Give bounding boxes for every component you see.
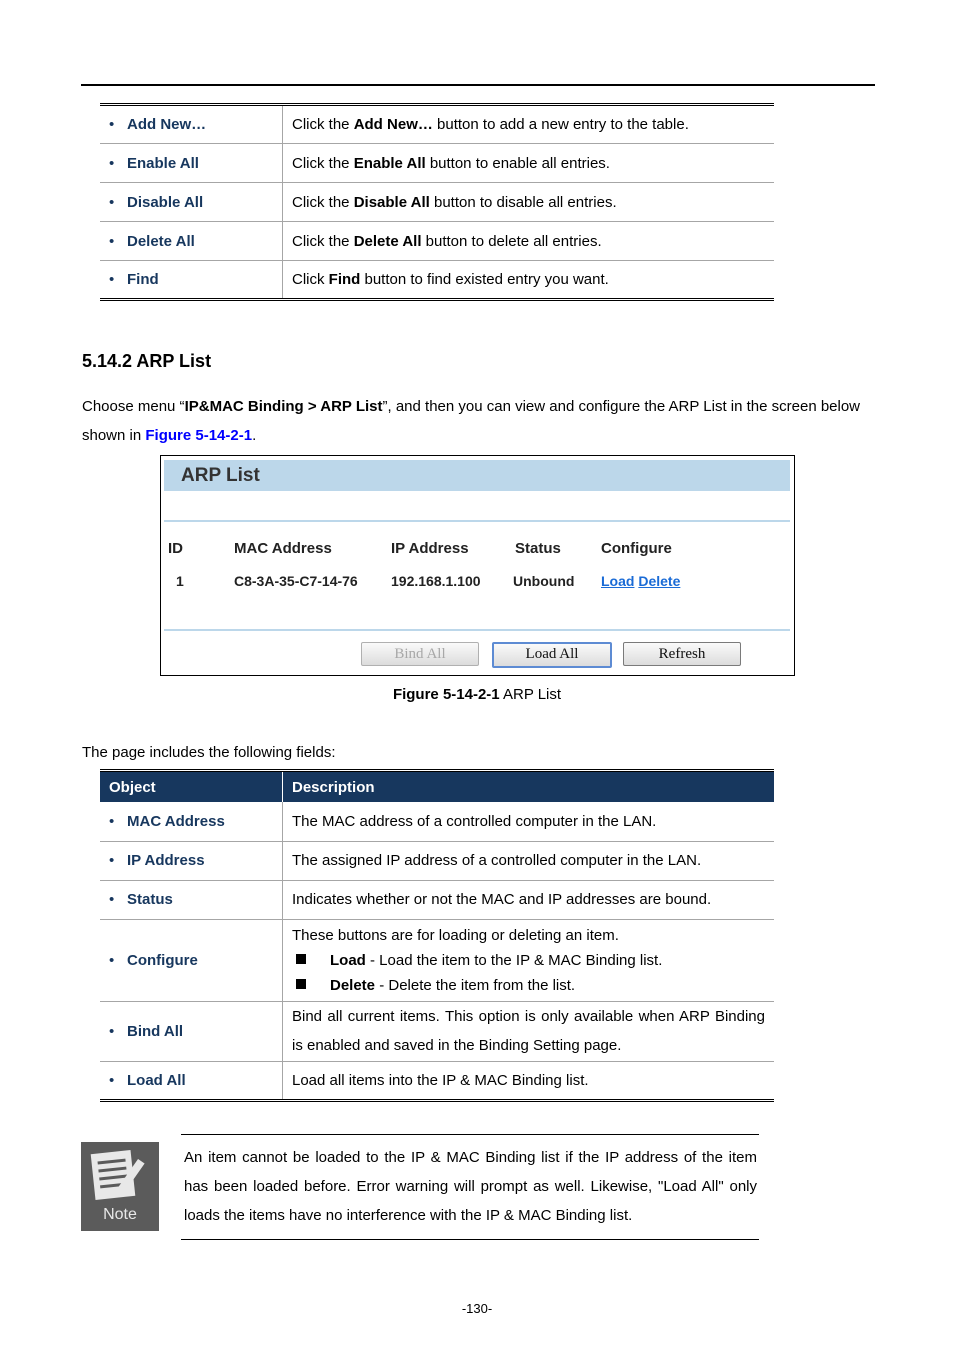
bind-all-button[interactable]: Bind All bbox=[361, 642, 479, 666]
table-header-row bbox=[100, 771, 774, 803]
header-description: Description bbox=[283, 771, 775, 803]
row-ip: 192.168.1.100 bbox=[391, 573, 481, 589]
object-label: Disable All bbox=[127, 193, 204, 211]
object-label: Add New… bbox=[127, 116, 207, 133]
figure-caption: Figure 5-14-2-1 ARP List bbox=[392, 686, 562, 703]
table-row: • Delete All Click the Delete All button to delete all entries. bbox=[100, 222, 774, 261]
description: Load all items into the IP & MAC Binding list. bbox=[292, 1071, 589, 1089]
intro-paragraph: Choose menu “IP&MAC Binding > ARP List”, and then you can view and configure the ARP List in the screen below shown in Figure 5-14-2-1. bbox=[82, 398, 861, 444]
object-label: Load All bbox=[127, 1071, 186, 1089]
divider bbox=[164, 520, 790, 522]
sub-item: Delete - Delete the item from the list. bbox=[292, 973, 765, 998]
row-status: Unbound bbox=[513, 573, 575, 589]
panel-title-bar bbox=[164, 460, 790, 491]
header-rule bbox=[81, 84, 875, 86]
description: The assigned IP address of a controlled computer in the LAN. bbox=[283, 841, 775, 880]
section-heading: 5.14.2 ARP List bbox=[82, 351, 212, 371]
description: The MAC address of a controlled computer in the LAN. bbox=[283, 802, 775, 841]
sub-item: Load - Load the item to the IP & MAC Binding list. bbox=[292, 948, 765, 973]
table-row: • MAC Address The MAC address of a controlled computer in the LAN. bbox=[100, 802, 774, 841]
note-box bbox=[181, 1134, 759, 1240]
load-link[interactable]: Load bbox=[601, 573, 635, 589]
object-label: IP Address bbox=[127, 852, 205, 869]
table-row: • Enable All Click the Enable All button to enable all entries. bbox=[100, 144, 774, 183]
page-number: -130- bbox=[461, 1301, 493, 1316]
column-header-status: Status bbox=[515, 540, 561, 557]
header-object: Object bbox=[100, 771, 283, 803]
arp-list-screenshot bbox=[160, 455, 795, 676]
button-description-table bbox=[100, 103, 774, 301]
refresh-button[interactable]: Refresh bbox=[623, 642, 741, 666]
note-label: Note bbox=[103, 1206, 137, 1223]
object-label: MAC Address bbox=[127, 812, 225, 830]
table-row: • Status Indicates whether or not the MAC and IP addresses are bound. bbox=[100, 880, 774, 919]
object-label: Delete All bbox=[127, 232, 195, 250]
column-header-ip: IP Address bbox=[391, 540, 469, 557]
fields-table bbox=[100, 769, 774, 1102]
table-row: • Disable All Click the Disable All button to disable all entries. bbox=[100, 183, 774, 222]
divider bbox=[164, 629, 790, 631]
table-row: • Add New… Click the Add New… button to add a new entry to the table. bbox=[100, 105, 774, 144]
load-all-button[interactable]: Load All bbox=[492, 642, 612, 668]
column-header-id: ID bbox=[168, 540, 183, 557]
figure-link[interactable]: Figure 5-14-2-1 bbox=[145, 427, 253, 444]
delete-link[interactable]: Delete bbox=[638, 573, 681, 589]
square-bullet-icon bbox=[296, 979, 306, 989]
object-label: Status bbox=[127, 891, 173, 908]
note-text: An item cannot be loaded to the IP & MAC Binding list if the IP address of the item has been loaded before. Error warning will prompt as well. Likewise, "Load All" only loads the items have no interference with the IP & MAC Binding list. bbox=[184, 1149, 757, 1224]
object-label: Find bbox=[127, 271, 159, 288]
row-id: 1 bbox=[176, 573, 184, 589]
note-icon bbox=[81, 1142, 159, 1231]
object-label: Enable All bbox=[127, 154, 199, 172]
object-label: Configure bbox=[127, 951, 198, 969]
table-row: • IP Address The assigned IP address of a controlled computer in the LAN. bbox=[100, 841, 774, 880]
table-row: • Find Click Find button to find existed entry you want. bbox=[100, 261, 774, 300]
object-label: Bind All bbox=[127, 1022, 184, 1040]
column-header-configure: Configure bbox=[601, 540, 672, 557]
table-row: • Load All Load all items into the IP & MAC Binding list. bbox=[100, 1061, 774, 1100]
description: Bind all current items. This option is only available when ARP Binding is enabled and saved in the Binding Setting page. bbox=[283, 1001, 775, 1061]
square-bullet-icon bbox=[296, 954, 306, 964]
table-row: • Bind All Bind all current items. This option is only available when ARP Binding is enabled and saved in the Binding Setting page. bbox=[100, 1001, 774, 1061]
row-mac: C8-3A-35-C7-14-76 bbox=[234, 573, 358, 589]
fields-intro: The page includes the following fields: bbox=[82, 744, 336, 761]
table-row: • Configure These buttons are for loading or deleting an item. Load - Load the item to the IP & MAC Binding list. Delete - Delete the item from the list. bbox=[100, 919, 774, 1001]
description: Indicates whether or not the MAC and IP addresses are bound. bbox=[283, 880, 775, 919]
description: These buttons are for loading or deleting an item. bbox=[292, 926, 619, 944]
panel-title: ARP List bbox=[181, 465, 260, 486]
column-header-mac: MAC Address bbox=[234, 540, 332, 557]
